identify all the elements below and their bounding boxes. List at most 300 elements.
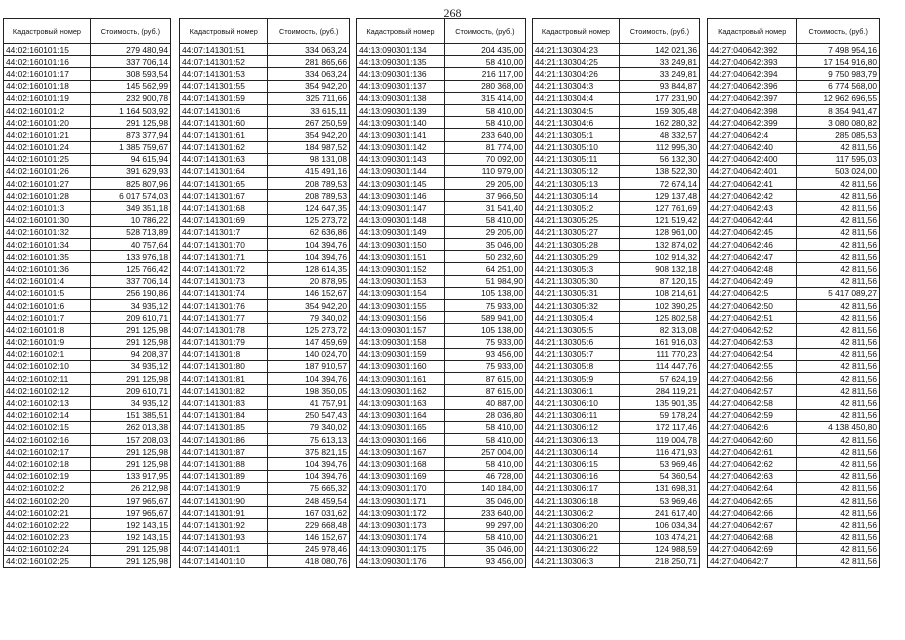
cost-cell: 354 942,20 bbox=[268, 80, 350, 92]
cadastral-number-cell: 44:02:160102:15 bbox=[4, 421, 91, 433]
table-row bbox=[533, 312, 700, 324]
table-row bbox=[708, 190, 880, 202]
table-row bbox=[533, 92, 700, 104]
table-row bbox=[357, 507, 526, 519]
table-row bbox=[708, 275, 880, 287]
cadastral-number-cell: 44:21:130304:3 bbox=[533, 80, 620, 92]
cadastral-number-cell: 44:13:090301:148 bbox=[357, 214, 445, 226]
table-row bbox=[357, 44, 526, 56]
table-row bbox=[4, 214, 171, 226]
cost-cell: 105 138,00 bbox=[444, 324, 525, 336]
cost-cell: 162 280,32 bbox=[619, 117, 699, 129]
cadastral-number-cell: 44:13:090301:139 bbox=[357, 104, 445, 116]
cadastral-number-cell: 44:21:130305:8 bbox=[533, 360, 620, 372]
cadastral-number-cell: 44:27:040642:399 bbox=[708, 117, 797, 129]
cost-cell: 145 562,99 bbox=[90, 80, 170, 92]
cost-cell: 308 593,54 bbox=[90, 68, 170, 80]
table-row bbox=[533, 494, 700, 506]
cost-cell: 245 978,46 bbox=[268, 543, 350, 555]
table-row bbox=[4, 360, 171, 372]
cadastral-number-cell: 44:02:160102:25 bbox=[4, 555, 91, 567]
table-row bbox=[4, 531, 171, 543]
cost-cell: 58 410,00 bbox=[444, 104, 525, 116]
header-cadastral-number: Кадастровый номер bbox=[357, 19, 445, 44]
cost-cell: 291 125,98 bbox=[90, 458, 170, 470]
table-row bbox=[4, 56, 171, 68]
table-row bbox=[708, 555, 880, 567]
cadastral-number-cell: 44:21:130304:5 bbox=[533, 104, 620, 116]
table-row bbox=[533, 543, 700, 555]
table-row bbox=[708, 214, 880, 226]
cadastral-number-cell: 44:27:040642:60 bbox=[708, 434, 797, 446]
table-row bbox=[708, 178, 880, 190]
table-row bbox=[180, 409, 350, 421]
cost-cell: 142 021,36 bbox=[619, 44, 699, 56]
table-row bbox=[4, 494, 171, 506]
cost-cell: 58 410,00 bbox=[444, 434, 525, 446]
cadastral-number-cell: 44:21:130306:13 bbox=[533, 434, 620, 446]
cost-cell: 42 811,56 bbox=[797, 360, 880, 372]
cost-cell: 114 447,76 bbox=[619, 360, 699, 372]
table-row bbox=[4, 190, 171, 202]
cadastral-number-cell: 44:07:141401:1 bbox=[180, 543, 268, 555]
table-row bbox=[708, 141, 880, 153]
cadastral-number-cell: 44:13:090301:176 bbox=[357, 555, 445, 567]
cadastral-number-cell: 44:21:130306:2 bbox=[533, 507, 620, 519]
table-row bbox=[708, 226, 880, 238]
cost-cell: 42 811,56 bbox=[797, 348, 880, 360]
cadastral-number-cell: 44:27:040642:5 bbox=[708, 287, 797, 299]
cost-cell: 132 874,02 bbox=[619, 239, 699, 251]
cadastral-number-cell: 44:21:130305:14 bbox=[533, 190, 620, 202]
cadastral-number-cell: 44:27:040642:394 bbox=[708, 68, 797, 80]
table-row bbox=[357, 299, 526, 311]
table-row bbox=[357, 214, 526, 226]
cadastral-number-cell: 44:02:160101:28 bbox=[4, 190, 91, 202]
cadastral-number-cell: 44:21:130304:25 bbox=[533, 56, 620, 68]
cadastral-number-cell: 44:13:090301:170 bbox=[357, 482, 445, 494]
cadastral-number-cell: 44:13:090301:163 bbox=[357, 397, 445, 409]
cadastral-number-cell: 44:02:160102:2 bbox=[4, 482, 91, 494]
cadastral-number-cell: 44:02:160101:16 bbox=[4, 56, 91, 68]
table-row bbox=[708, 287, 880, 299]
table-row bbox=[533, 373, 700, 385]
cadastral-table bbox=[3, 18, 171, 568]
cadastral-number-cell: 44:27:040642:46 bbox=[708, 239, 797, 251]
cadastral-number-cell: 44:13:090301:175 bbox=[357, 543, 445, 555]
cadastral-number-cell: 44:27:040642:49 bbox=[708, 275, 797, 287]
cadastral-number-cell: 44:07:141301:7 bbox=[180, 226, 268, 238]
cost-cell: 140 184,00 bbox=[444, 482, 525, 494]
cost-cell: 218 250,71 bbox=[619, 555, 699, 567]
cost-cell: 873 377,94 bbox=[90, 129, 170, 141]
cost-cell: 291 125,98 bbox=[90, 555, 170, 567]
cost-cell: 157 208,03 bbox=[90, 434, 170, 446]
cadastral-number-cell: 44:27:040642:7 bbox=[708, 555, 797, 567]
cost-cell: 87 615,00 bbox=[444, 385, 525, 397]
cost-cell: 105 138,00 bbox=[444, 287, 525, 299]
table-row bbox=[180, 360, 350, 372]
cadastral-number-cell: 44:21:130306:11 bbox=[533, 409, 620, 421]
cost-cell: 133 917,95 bbox=[90, 470, 170, 482]
table-row bbox=[357, 543, 526, 555]
cost-cell: 108 214,61 bbox=[619, 287, 699, 299]
table-row bbox=[180, 421, 350, 433]
cadastral-number-cell: 44:07:141301:78 bbox=[180, 324, 268, 336]
cadastral-number-cell: 44:13:090301:160 bbox=[357, 360, 445, 372]
table-row bbox=[4, 165, 171, 177]
cadastral-number-cell: 44:02:160102:16 bbox=[4, 434, 91, 446]
table-row bbox=[180, 531, 350, 543]
cadastral-number-cell: 44:07:141301:91 bbox=[180, 507, 268, 519]
cadastral-number-cell: 44:07:141301:72 bbox=[180, 263, 268, 275]
table-row bbox=[4, 507, 171, 519]
table-row bbox=[180, 251, 350, 263]
cost-cell: 42 811,56 bbox=[797, 324, 880, 336]
cadastral-number-cell: 44:21:130304:6 bbox=[533, 117, 620, 129]
cadastral-number-cell: 44:27:040642:51 bbox=[708, 312, 797, 324]
table-row bbox=[180, 56, 350, 68]
cost-cell: 33 249,81 bbox=[619, 68, 699, 80]
cadastral-number-cell: 44:27:040642:53 bbox=[708, 336, 797, 348]
cost-cell: 104 394,76 bbox=[268, 239, 350, 251]
cost-cell: 198 350,05 bbox=[268, 385, 350, 397]
cost-cell: 42 811,56 bbox=[797, 336, 880, 348]
cadastral-number-cell: 44:21:130305:31 bbox=[533, 287, 620, 299]
table-row bbox=[708, 348, 880, 360]
table-row bbox=[357, 92, 526, 104]
cadastral-number-cell: 44:07:141401:10 bbox=[180, 555, 268, 567]
cadastral-number-cell: 44:13:090301:154 bbox=[357, 287, 445, 299]
table-row bbox=[180, 263, 350, 275]
cost-cell: 233 640,00 bbox=[444, 507, 525, 519]
table-row bbox=[4, 104, 171, 116]
cost-cell: 117 595,03 bbox=[797, 153, 880, 165]
cost-cell: 31 541,40 bbox=[444, 202, 525, 214]
cadastral-number-cell: 44:27:040642:45 bbox=[708, 226, 797, 238]
table-row bbox=[357, 348, 526, 360]
table-row bbox=[357, 117, 526, 129]
table-row bbox=[708, 360, 880, 372]
cost-cell: 208 789,53 bbox=[268, 178, 350, 190]
table-row bbox=[708, 397, 880, 409]
cadastral-number-cell: 44:21:130306:14 bbox=[533, 446, 620, 458]
cadastral-number-cell: 44:02:160101:17 bbox=[4, 68, 91, 80]
cadastral-number-cell: 44:27:040642:42 bbox=[708, 190, 797, 202]
cadastral-number-cell: 44:13:090301:134 bbox=[357, 44, 445, 56]
cost-cell: 87 120,15 bbox=[619, 275, 699, 287]
cost-cell: 184 987,52 bbox=[268, 141, 350, 153]
cost-cell: 209 610,71 bbox=[90, 312, 170, 324]
cadastral-number-cell: 44:27:040642:69 bbox=[708, 543, 797, 555]
cadastral-number-cell: 44:07:141301:59 bbox=[180, 92, 268, 104]
cost-cell: 102 390,25 bbox=[619, 299, 699, 311]
cost-cell: 116 471,93 bbox=[619, 446, 699, 458]
header-cost: Стоимость, (руб.) bbox=[444, 19, 525, 44]
cadastral-number-cell: 44:27:040642:65 bbox=[708, 494, 797, 506]
cost-cell: 125 273,72 bbox=[268, 324, 350, 336]
cadastral-number-cell: 44:07:141301:9 bbox=[180, 482, 268, 494]
cadastral-number-cell: 44:27:040642:6 bbox=[708, 421, 797, 433]
cadastral-number-cell: 44:02:160101:34 bbox=[4, 239, 91, 251]
table-row bbox=[533, 202, 700, 214]
cadastral-number-cell: 44:21:130306:1 bbox=[533, 385, 620, 397]
cadastral-number-cell: 44:07:141301:82 bbox=[180, 385, 268, 397]
cadastral-number-cell: 44:02:160101:18 bbox=[4, 80, 91, 92]
cost-cell: 40 757,64 bbox=[90, 239, 170, 251]
cadastral-number-cell: 44:13:090301:152 bbox=[357, 263, 445, 275]
cadastral-number-cell: 44:27:040642:41 bbox=[708, 178, 797, 190]
cadastral-number-cell: 44:21:130305:30 bbox=[533, 275, 620, 287]
cadastral-number-cell: 44:13:090301:137 bbox=[357, 80, 445, 92]
table-row bbox=[708, 409, 880, 421]
cost-cell: 140 024,70 bbox=[268, 348, 350, 360]
cadastral-number-cell: 44:21:130305:12 bbox=[533, 165, 620, 177]
cost-cell: 281 865,66 bbox=[268, 56, 350, 68]
cadastral-number-cell: 44:13:090301:157 bbox=[357, 324, 445, 336]
cadastral-number-cell: 44:02:160101:35 bbox=[4, 251, 91, 263]
table-row bbox=[708, 129, 880, 141]
table-row bbox=[357, 129, 526, 141]
table-row bbox=[533, 421, 700, 433]
cost-cell: 119 004,78 bbox=[619, 434, 699, 446]
cadastral-number-cell: 44:27:040642:44 bbox=[708, 214, 797, 226]
table-row bbox=[4, 263, 171, 275]
cost-cell: 58 410,00 bbox=[444, 421, 525, 433]
cost-cell: 124 988,59 bbox=[619, 543, 699, 555]
table-row bbox=[533, 324, 700, 336]
cost-cell: 51 984,90 bbox=[444, 275, 525, 287]
cost-cell: 375 821,15 bbox=[268, 446, 350, 458]
cost-cell: 42 811,56 bbox=[797, 312, 880, 324]
cadastral-number-cell: 44:02:160102:20 bbox=[4, 494, 91, 506]
cadastral-number-cell: 44:07:141301:77 bbox=[180, 312, 268, 324]
table-row bbox=[4, 299, 171, 311]
cadastral-number-cell: 44:02:160102:1 bbox=[4, 348, 91, 360]
cadastral-number-cell: 44:27:040642:63 bbox=[708, 470, 797, 482]
cadastral-number-cell: 44:13:090301:142 bbox=[357, 141, 445, 153]
table-row bbox=[4, 239, 171, 251]
table-row bbox=[4, 312, 171, 324]
cost-cell: 7 498 954,16 bbox=[797, 44, 880, 56]
table-row bbox=[4, 336, 171, 348]
table-row bbox=[357, 397, 526, 409]
cadastral-number-cell: 44:21:130306:22 bbox=[533, 543, 620, 555]
cost-cell: 172 117,46 bbox=[619, 421, 699, 433]
table-row bbox=[357, 287, 526, 299]
cadastral-number-cell: 44:13:090301:158 bbox=[357, 336, 445, 348]
cadastral-number-cell: 44:13:090301:174 bbox=[357, 531, 445, 543]
table-row bbox=[4, 470, 171, 482]
cadastral-number-cell: 44:07:141301:83 bbox=[180, 397, 268, 409]
cost-cell: 391 629,93 bbox=[90, 165, 170, 177]
cost-cell: 81 774,00 bbox=[444, 141, 525, 153]
table-row bbox=[180, 299, 350, 311]
cadastral-number-cell: 44:07:141301:69 bbox=[180, 214, 268, 226]
table-row bbox=[357, 446, 526, 458]
cost-cell: 93 844,87 bbox=[619, 80, 699, 92]
cadastral-number-cell: 44:07:141301:8 bbox=[180, 348, 268, 360]
cadastral-number-cell: 44:02:160101:32 bbox=[4, 226, 91, 238]
cadastral-number-cell: 44:02:160101:24 bbox=[4, 141, 91, 153]
cost-cell: 131 698,31 bbox=[619, 482, 699, 494]
table-row bbox=[180, 44, 350, 56]
cadastral-number-cell: 44:27:040642:56 bbox=[708, 373, 797, 385]
table-row bbox=[4, 275, 171, 287]
cost-cell: 42 811,56 bbox=[797, 470, 880, 482]
table-body bbox=[180, 44, 350, 568]
cost-cell: 256 190,86 bbox=[90, 287, 170, 299]
cost-cell: 589 941,00 bbox=[444, 312, 525, 324]
cadastral-number-cell: 44:13:090301:138 bbox=[357, 92, 445, 104]
cadastral-number-cell: 44:02:160101:4 bbox=[4, 275, 91, 287]
table-row bbox=[180, 104, 350, 116]
table-row bbox=[4, 543, 171, 555]
table-row bbox=[357, 165, 526, 177]
cost-cell: 415 491,16 bbox=[268, 165, 350, 177]
cost-cell: 58 410,00 bbox=[444, 56, 525, 68]
cadastral-number-cell: 44:21:130306:18 bbox=[533, 494, 620, 506]
table-row bbox=[533, 141, 700, 153]
cost-cell: 111 770,23 bbox=[619, 348, 699, 360]
cost-cell: 908 132,18 bbox=[619, 263, 699, 275]
table-row bbox=[533, 470, 700, 482]
table-row bbox=[180, 373, 350, 385]
cost-cell: 135 901,35 bbox=[619, 397, 699, 409]
cadastral-number-cell: 44:13:090301:155 bbox=[357, 299, 445, 311]
table-row bbox=[708, 543, 880, 555]
table-row bbox=[4, 226, 171, 238]
cadastral-number-cell: 44:13:090301:143 bbox=[357, 153, 445, 165]
cadastral-number-cell: 44:02:160101:2 bbox=[4, 104, 91, 116]
cost-cell: 42 811,56 bbox=[797, 202, 880, 214]
cost-cell: 42 811,56 bbox=[797, 251, 880, 263]
cadastral-number-cell: 44:02:160102:24 bbox=[4, 543, 91, 555]
cost-cell: 104 394,76 bbox=[268, 458, 350, 470]
cost-cell: 418 080,76 bbox=[268, 555, 350, 567]
table-row bbox=[708, 373, 880, 385]
cost-cell: 75 665,32 bbox=[268, 482, 350, 494]
cost-cell: 241 617,40 bbox=[619, 507, 699, 519]
cost-cell: 37 966,50 bbox=[444, 190, 525, 202]
cost-cell: 79 340,02 bbox=[268, 421, 350, 433]
table-row bbox=[708, 482, 880, 494]
cost-cell: 64 251,00 bbox=[444, 263, 525, 275]
cost-cell: 127 761,69 bbox=[619, 202, 699, 214]
cadastral-number-cell: 44:07:141301:80 bbox=[180, 360, 268, 372]
cost-cell: 209 610,71 bbox=[90, 385, 170, 397]
cost-cell: 58 410,00 bbox=[444, 214, 525, 226]
cost-cell: 58 410,00 bbox=[444, 117, 525, 129]
cost-cell: 285 085,53 bbox=[797, 129, 880, 141]
cadastral-number-cell: 44:07:141301:79 bbox=[180, 336, 268, 348]
cost-cell: 291 125,98 bbox=[90, 373, 170, 385]
table-row bbox=[357, 470, 526, 482]
cadastral-number-cell: 44:02:160101:21 bbox=[4, 129, 91, 141]
table-row bbox=[180, 324, 350, 336]
table-row bbox=[708, 263, 880, 275]
table-row bbox=[708, 434, 880, 446]
cost-cell: 138 522,30 bbox=[619, 165, 699, 177]
cadastral-number-cell: 44:07:141301:64 bbox=[180, 165, 268, 177]
cost-cell: 128 961,00 bbox=[619, 226, 699, 238]
cost-cell: 58 410,00 bbox=[444, 531, 525, 543]
cadastral-number-cell: 44:13:090301:166 bbox=[357, 434, 445, 446]
table-row bbox=[533, 117, 700, 129]
cost-cell: 349 351,18 bbox=[90, 202, 170, 214]
cadastral-number-cell: 44:13:090301:145 bbox=[357, 178, 445, 190]
table-row bbox=[4, 397, 171, 409]
table-row bbox=[4, 287, 171, 299]
cadastral-number-cell: 44:13:090301:159 bbox=[357, 348, 445, 360]
table-row bbox=[357, 494, 526, 506]
table-row bbox=[533, 214, 700, 226]
cost-cell: 267 250,59 bbox=[268, 117, 350, 129]
cadastral-number-cell: 44:27:040642:47 bbox=[708, 251, 797, 263]
table-row bbox=[180, 117, 350, 129]
cost-cell: 503 024,00 bbox=[797, 165, 880, 177]
cadastral-number-cell: 44:13:090301:144 bbox=[357, 165, 445, 177]
cost-cell: 6 774 568,00 bbox=[797, 80, 880, 92]
table-row bbox=[708, 239, 880, 251]
cadastral-number-cell: 44:21:130304:4 bbox=[533, 92, 620, 104]
table-row bbox=[357, 251, 526, 263]
cadastral-number-cell: 44:07:141301:61 bbox=[180, 129, 268, 141]
cost-cell: 279 480,94 bbox=[90, 44, 170, 56]
table-row bbox=[533, 80, 700, 92]
cadastral-number-cell: 44:13:090301:149 bbox=[357, 226, 445, 238]
cost-cell: 250 547,43 bbox=[268, 409, 350, 421]
table-row bbox=[708, 80, 880, 92]
table-row bbox=[180, 226, 350, 238]
cost-cell: 35 046,00 bbox=[444, 239, 525, 251]
cadastral-number-cell: 44:07:141301:87 bbox=[180, 446, 268, 458]
table-row bbox=[533, 409, 700, 421]
cadastral-number-cell: 44:13:090301:169 bbox=[357, 470, 445, 482]
cost-cell: 42 811,56 bbox=[797, 385, 880, 397]
cost-cell: 229 668,48 bbox=[268, 519, 350, 531]
cadastral-number-cell: 44:07:141301:65 bbox=[180, 178, 268, 190]
table-row bbox=[533, 178, 700, 190]
cost-cell: 46 728,00 bbox=[444, 470, 525, 482]
table-row bbox=[357, 263, 526, 275]
table-row bbox=[533, 348, 700, 360]
cadastral-number-cell: 44:27:040642:40 bbox=[708, 141, 797, 153]
cost-cell: 192 143,15 bbox=[90, 519, 170, 531]
cadastral-number-cell: 44:02:160101:8 bbox=[4, 324, 91, 336]
cost-cell: 29 205,00 bbox=[444, 178, 525, 190]
cost-cell: 42 811,56 bbox=[797, 458, 880, 470]
cadastral-number-cell: 44:27:040642:400 bbox=[708, 153, 797, 165]
cadastral-number-cell: 44:27:040642:52 bbox=[708, 324, 797, 336]
table-row bbox=[708, 458, 880, 470]
cadastral-number-cell: 44:07:141301:76 bbox=[180, 299, 268, 311]
cadastral-number-cell: 44:21:130305:28 bbox=[533, 239, 620, 251]
table-row bbox=[180, 312, 350, 324]
cadastral-number-cell: 44:07:141301:85 bbox=[180, 421, 268, 433]
cost-cell: 187 910,57 bbox=[268, 360, 350, 372]
table-row bbox=[533, 251, 700, 263]
cost-cell: 104 394,76 bbox=[268, 470, 350, 482]
cost-cell: 167 031,62 bbox=[268, 507, 350, 519]
cost-cell: 42 811,56 bbox=[797, 214, 880, 226]
cost-cell: 98 131,08 bbox=[268, 153, 350, 165]
cadastral-number-cell: 44:07:141301:6 bbox=[180, 104, 268, 116]
cost-cell: 99 297,00 bbox=[444, 519, 525, 531]
table-row bbox=[180, 214, 350, 226]
table-row bbox=[4, 458, 171, 470]
table-row bbox=[180, 348, 350, 360]
